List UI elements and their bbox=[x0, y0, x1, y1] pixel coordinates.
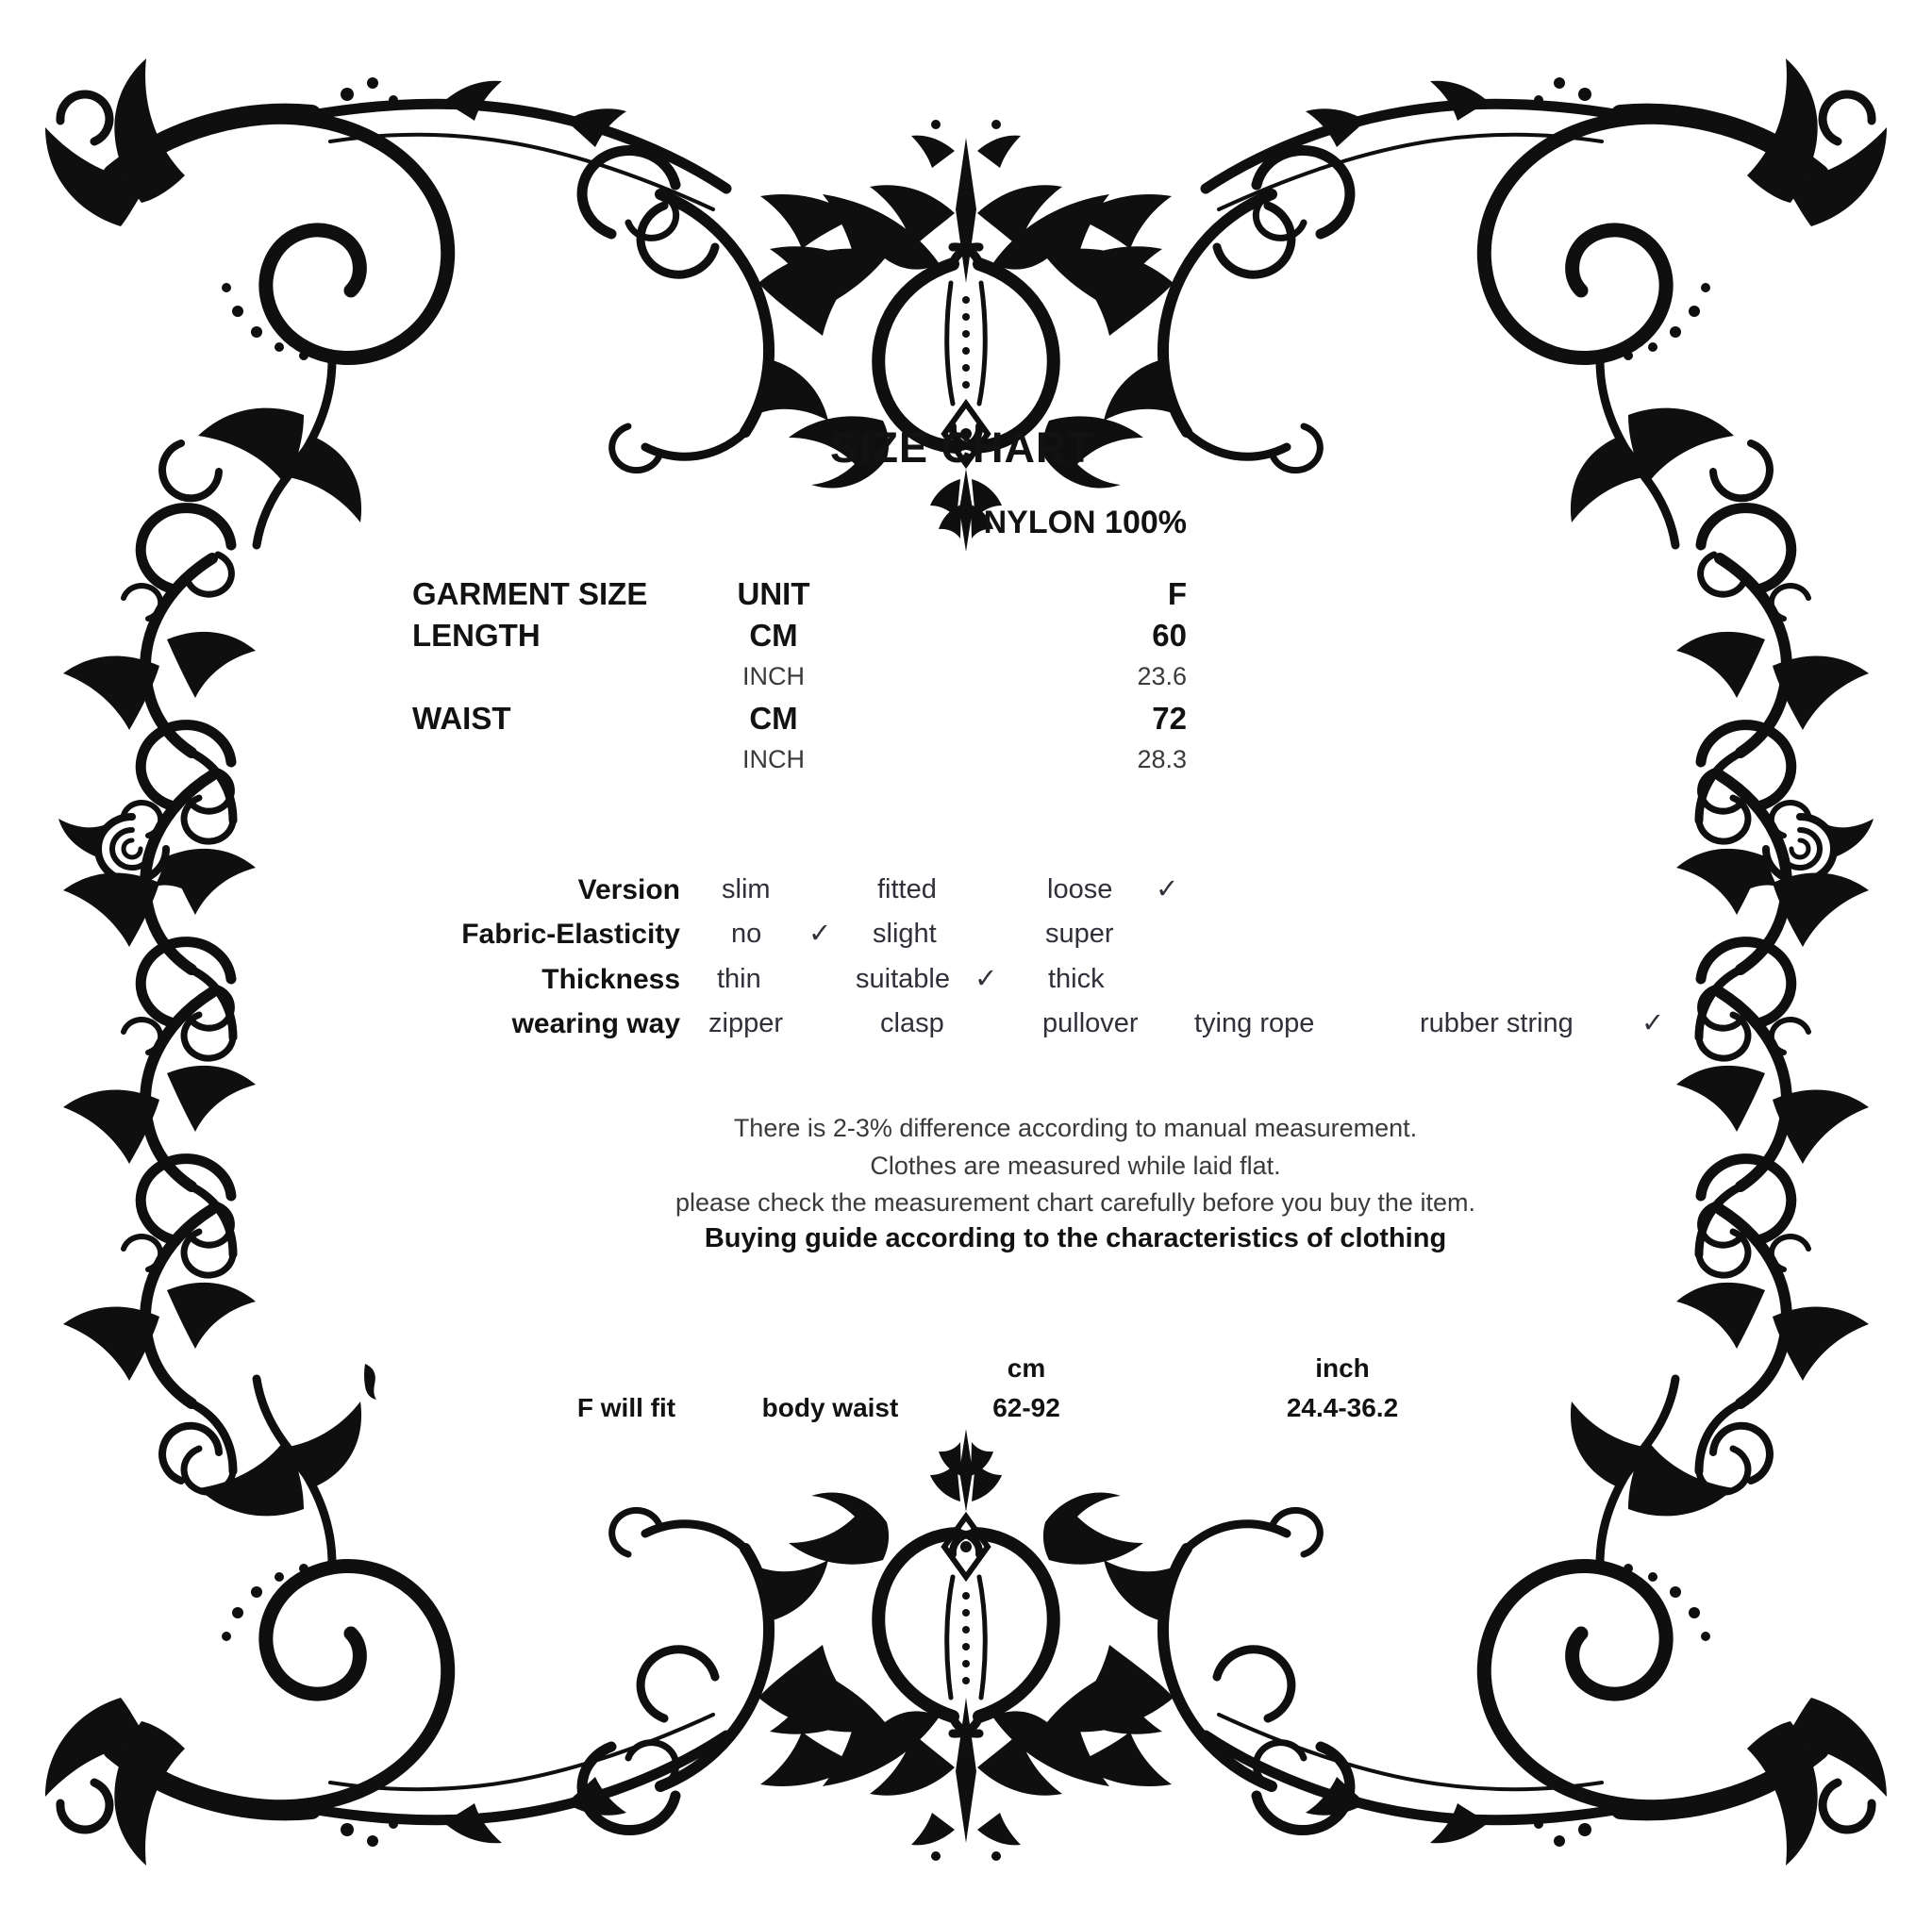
top-center-flourish bbox=[760, 120, 1172, 552]
size-table-row bbox=[0, 744, 1932, 778]
spec-option: loose bbox=[1047, 874, 1113, 904]
row-label: LENGTH bbox=[412, 618, 541, 653]
check-mark: ✓ bbox=[1641, 1008, 1665, 1038]
fit-size: F will fit bbox=[576, 1393, 676, 1422]
spec-option: thin bbox=[717, 964, 761, 994]
note-line: Clothes are measured while laid flat. bbox=[870, 1152, 1281, 1180]
spec-row-wearing-way bbox=[0, 1007, 1932, 1045]
corner-flourish-bottom-left bbox=[45, 1379, 726, 1866]
note-line: please check the measurement chart carefully before you buy the item. bbox=[675, 1188, 1475, 1217]
size-table-header-row bbox=[0, 575, 1932, 613]
note-line: There is 2-3% difference according to manual measurement. bbox=[733, 1114, 1418, 1142]
fit-col-inch: inch bbox=[1315, 1353, 1370, 1383]
spec-option: pullover bbox=[1042, 1008, 1139, 1038]
fit-col-cm: cm bbox=[1007, 1353, 1046, 1383]
bottom-center-flourish bbox=[760, 1429, 1172, 1861]
check-mark: ✓ bbox=[1156, 874, 1179, 904]
corner-flourish-top-right bbox=[1206, 58, 1887, 545]
row-unit: INCH bbox=[742, 662, 805, 690]
spec-option: zipper bbox=[708, 1008, 783, 1038]
row-label: WAIST bbox=[412, 701, 511, 736]
buying-guide-heading: Buying guide according to the characteristics of clothing bbox=[704, 1223, 1447, 1253]
corner-flourish-top-left bbox=[45, 58, 726, 545]
size-table-header-value: F bbox=[1167, 576, 1187, 611]
spec-option: clasp bbox=[880, 1008, 944, 1038]
spec-option: rubber string bbox=[1420, 1008, 1574, 1038]
fit-cm-range: 62-92 bbox=[992, 1393, 1060, 1422]
spec-row-thickness bbox=[0, 963, 1932, 1001]
spec-option: fitted bbox=[877, 874, 937, 904]
row-unit: INCH bbox=[742, 745, 805, 773]
material-label: NYLON 100% bbox=[983, 505, 1187, 540]
spec-label: Version bbox=[577, 874, 680, 905]
row-unit: CM bbox=[749, 618, 798, 653]
spec-label: Fabric-Elasticity bbox=[461, 919, 680, 950]
spec-label: Thickness bbox=[541, 964, 680, 995]
spec-option: thick bbox=[1048, 964, 1105, 994]
size-table-row bbox=[0, 661, 1932, 695]
size-table-row bbox=[0, 617, 1932, 655]
spec-option: slim bbox=[722, 874, 771, 904]
spec-option: tying rope bbox=[1194, 1008, 1315, 1038]
row-value: 28.3 bbox=[1137, 745, 1187, 773]
spec-option: slight bbox=[873, 919, 937, 949]
fit-inch-range: 24.4-36.2 bbox=[1286, 1393, 1399, 1422]
stray-mark bbox=[364, 1364, 376, 1400]
page-title: SIZE CHART bbox=[830, 423, 1094, 472]
row-value: 60 bbox=[1152, 618, 1187, 653]
size-table-row bbox=[0, 700, 1932, 738]
spec-option: no bbox=[731, 919, 762, 949]
spec-label: wearing way bbox=[511, 1008, 680, 1039]
row-value: 72 bbox=[1152, 701, 1187, 736]
spec-row-elasticity bbox=[0, 918, 1932, 955]
corner-flourish-bottom-right bbox=[1206, 1379, 1887, 1866]
spec-row-version bbox=[0, 873, 1932, 911]
row-unit: CM bbox=[749, 701, 798, 736]
check-mark: ✓ bbox=[808, 919, 832, 949]
fit-measure: body waist bbox=[761, 1393, 899, 1422]
size-table-header-label: GARMENT SIZE bbox=[412, 576, 648, 611]
spec-option: suitable bbox=[856, 964, 950, 994]
size-table-header-unit: UNIT bbox=[737, 576, 810, 611]
spec-option: super bbox=[1045, 919, 1114, 949]
check-mark: ✓ bbox=[974, 964, 998, 994]
row-value: 23.6 bbox=[1137, 662, 1187, 690]
